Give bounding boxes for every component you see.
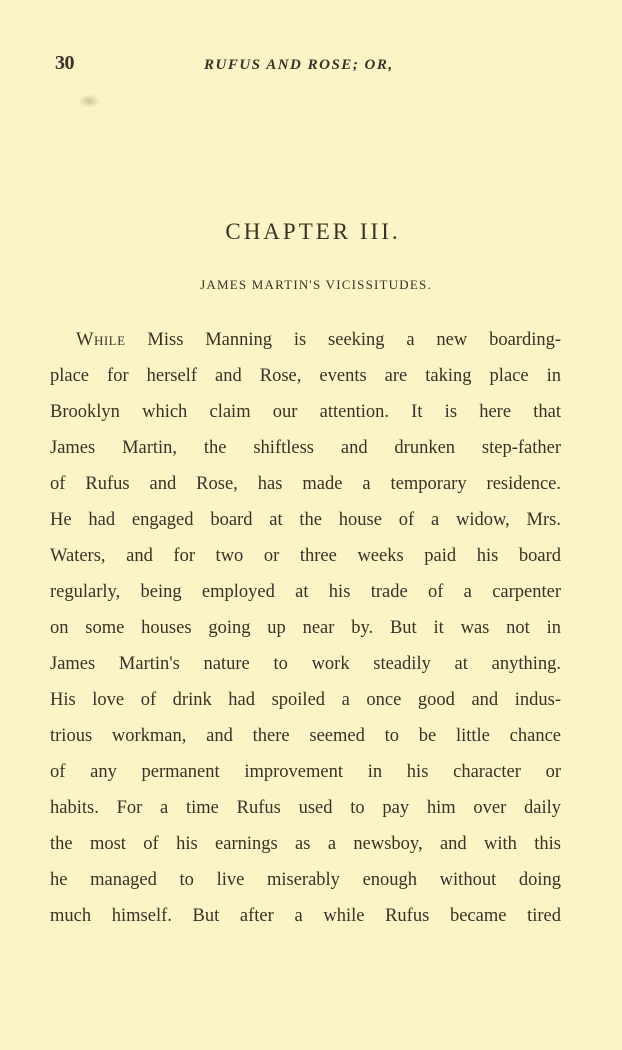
text-line: Brooklyn which claim our attention. It is here that <box>50 402 561 422</box>
text-line: James Martin's nature to work steadily at anything. <box>50 654 561 674</box>
text-line: habits. For a time Rufus used to pay him over daily <box>50 798 561 818</box>
ink-smudge <box>78 94 100 108</box>
text-line: trious workman, and there seemed to be little chance <box>50 726 561 746</box>
text-line: James Martin, the shiftless and drunken step-father <box>50 438 561 458</box>
text-line <box>50 322 561 358</box>
chapter-subtitle: JAMES MARTIN'S VICISSITUDES. <box>200 277 432 292</box>
body-text <box>50 322 561 934</box>
text-line-content: Miss Manning is seeking a new boarding- <box>147 330 561 350</box>
text-line: the most of his earnings as a newsboy, and with this <box>50 834 561 854</box>
chapter-title: CHAPTER III. <box>225 219 401 244</box>
text-line: place for herself and Rose, events are taking place in <box>50 366 561 386</box>
page-header <box>0 52 622 82</box>
running-head: RUFUS AND ROSE; OR, <box>204 57 394 73</box>
text-line: he managed to live miserably enough without doing <box>50 870 561 890</box>
opening-word: While <box>76 330 126 350</box>
text-line: Waters, and for two or three weeks paid his board <box>50 546 561 566</box>
text-line: regularly, being employed at his trade of a carpenter <box>50 582 561 602</box>
text-line: of any permanent improvement in his character or <box>50 762 561 782</box>
text-line: of Rufus and Rose, has made a temporary residence. <box>50 474 561 494</box>
page-number: 30 <box>55 52 74 74</box>
text-line: on some houses going up near by. But it was not in <box>50 618 561 638</box>
text-line: He had engaged board at the house of a widow, Mrs. <box>50 510 561 530</box>
text-line: His love of drink had spoiled a once good and indus- <box>50 690 561 710</box>
text-line: much himself. But after a while Rufus became tired <box>50 906 561 926</box>
